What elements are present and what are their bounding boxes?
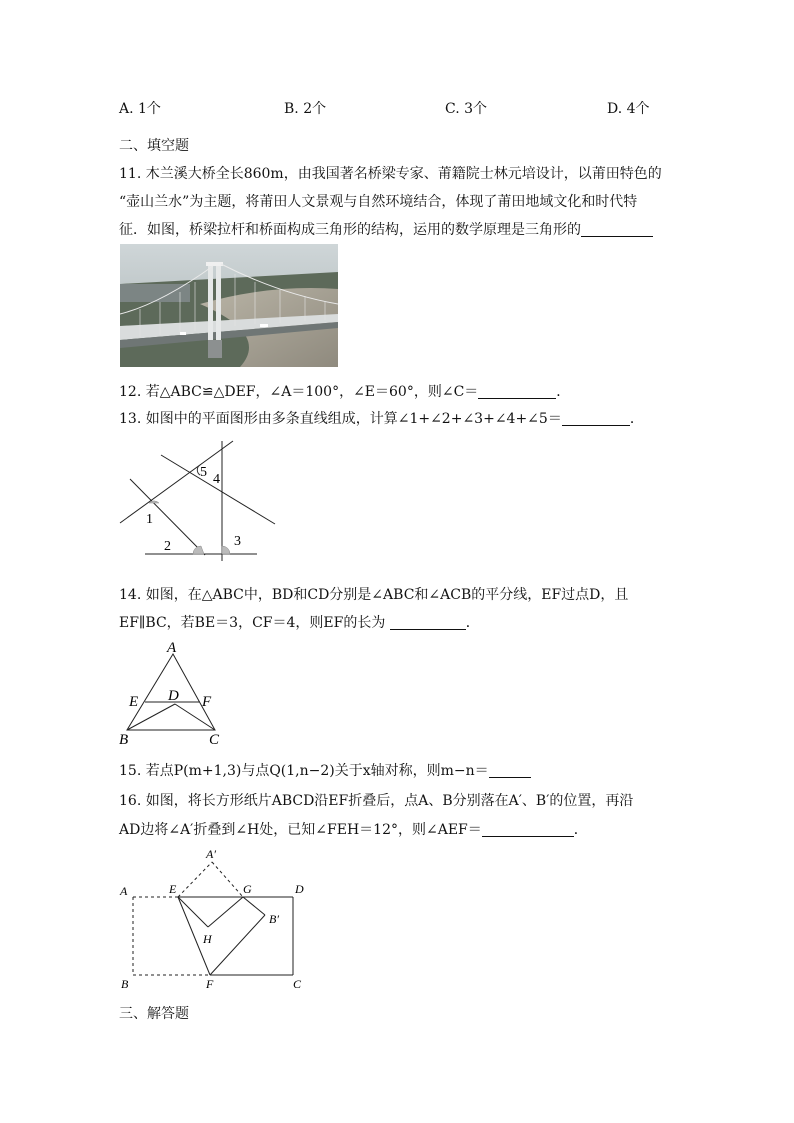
q15-text: 15. 若点P(m+1,3)与点Q(1,n−2)关于x轴对称，则m−n＝ — [119, 763, 489, 779]
q14-text: EF∥BC，若BE＝3，CF＝4，则EF的长为 — [119, 615, 386, 631]
q11-text: 征．如图，桥梁拉杆和桥面构成三角形的结构，运用的数学原理是三角形的 — [119, 222, 581, 238]
q16-line2 — [119, 819, 588, 839]
q13-end: ． — [629, 411, 644, 427]
label-angle-4: 4 — [213, 472, 220, 487]
label-F: F — [206, 977, 214, 991]
label-C: C — [209, 732, 220, 748]
q14-triangle-figure — [115, 638, 230, 750]
q13-answer-blank[interactable] — [562, 411, 630, 426]
section-fill-in-heading: 二、填空题 — [119, 138, 189, 154]
label-A-prime: A′ — [206, 847, 216, 861]
q11-line2: “壶山兰水”为主题，将莆田人文景观与自然环境结合，体现了莆田地域文化和时代特 — [119, 194, 638, 210]
label-A: A — [167, 640, 177, 656]
q14-line2 — [119, 612, 480, 632]
angle-2-mark — [193, 546, 204, 554]
angle-3-mark — [222, 546, 230, 554]
q14-end: ． — [465, 615, 480, 631]
q13-lines-figure — [115, 437, 280, 562]
label-E: E — [169, 882, 177, 896]
q13-line — [119, 408, 644, 428]
label-angle-3: 3 — [234, 534, 241, 549]
label-angle-5: 5 — [200, 465, 207, 480]
q11-line3 — [119, 219, 653, 239]
q15-answer-blank[interactable] — [489, 763, 531, 778]
label-angle-2: 2 — [164, 539, 171, 554]
option-a: A. 1个 — [119, 101, 161, 117]
q14-answer-blank[interactable] — [390, 615, 466, 630]
section-answer-heading: 三、解答题 — [119, 1006, 189, 1022]
label-G: G — [243, 882, 252, 896]
q13-text: 13. 如图中的平面图形由多条直线组成，计算∠1+∠2+∠3+∠4+∠5＝ — [119, 411, 562, 427]
q14-line1: 14. 如图，在△ABC中，BD和CD分别是∠ABC和∠ACB的平分线，EF过点D，且 — [119, 587, 629, 603]
q15-line — [119, 760, 531, 780]
q16-line1: 16. 如图，将长方形纸片ABCD沿EF折叠后，点A、B分别落在A′、B′的位置，再沿 — [119, 793, 634, 809]
q16-answer-blank[interactable] — [482, 822, 574, 837]
q11-line1: 11. 木兰溪大桥全长860m，由我国著名桥梁专家、莆籍院士林元培设计，以莆田特色的 — [119, 166, 662, 182]
option-c: C. 3个 — [445, 101, 488, 117]
label-H: H — [203, 932, 212, 946]
label-B: B — [121, 977, 129, 991]
option-b: B. 2个 — [284, 101, 327, 117]
q12-line — [119, 381, 570, 401]
label-C: C — [293, 977, 302, 991]
label-B: B — [119, 732, 129, 748]
label-angle-1: 1 — [146, 512, 153, 527]
q12-text: 12. 若△ABC≌△DEF，∠A＝100°，∠E＝60°，则∠C＝ — [119, 384, 479, 400]
q12-answer-blank[interactable] — [478, 384, 556, 399]
q16-end: ． — [573, 822, 588, 838]
q12-end: ． — [556, 384, 571, 400]
q11-answer-blank[interactable] — [581, 222, 653, 237]
label-D: D — [295, 882, 304, 896]
q16-text: AD边将∠A′折叠到∠H处，已知∠FEH＝12°，则∠AEF＝ — [119, 822, 482, 838]
bridge-photo — [120, 244, 338, 367]
label-A: A — [120, 884, 128, 898]
q16-fold-figure — [115, 845, 315, 995]
option-d: D. 4个 — [607, 101, 650, 117]
label-D: D — [168, 688, 179, 704]
label-E: E — [129, 694, 139, 710]
label-B-prime: B′ — [269, 912, 279, 926]
label-F: F — [202, 694, 212, 710]
